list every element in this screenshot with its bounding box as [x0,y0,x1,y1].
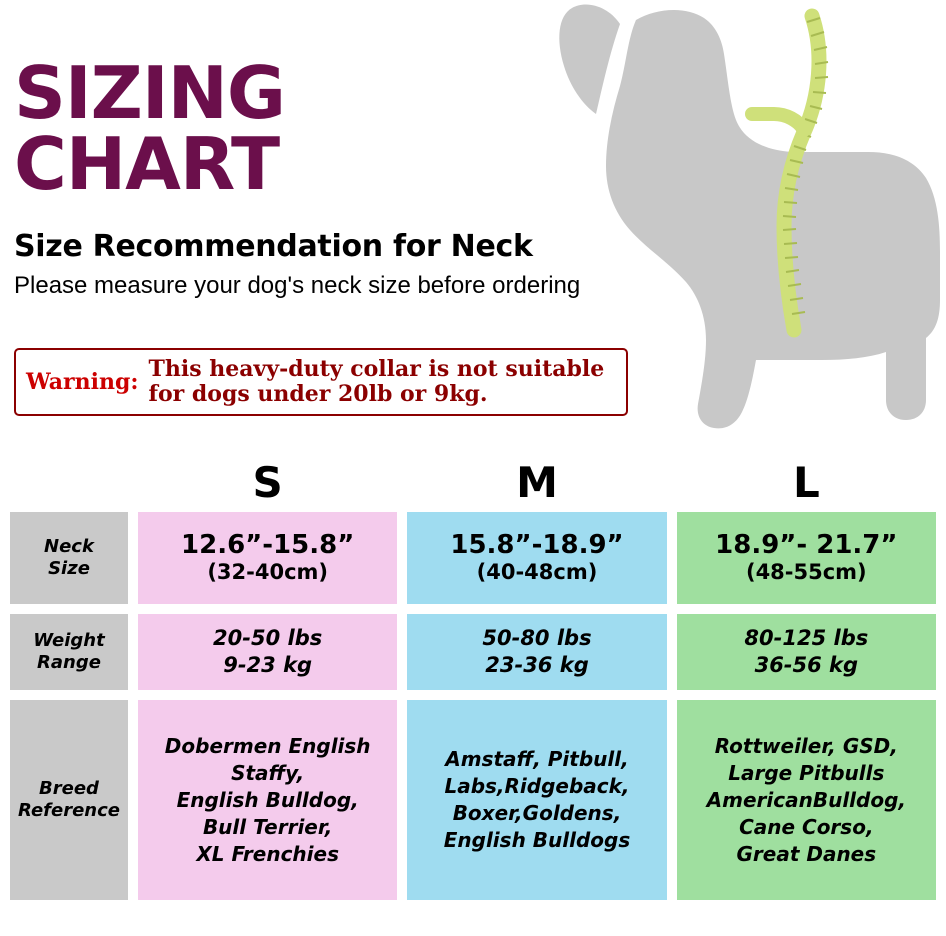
warning-box [14,348,628,416]
cell-neck-size-l [677,512,936,604]
breed-l-line-5: Great Danes [736,841,877,866]
warning-line-2: for dogs under 20lb or 9kg. [148,381,488,407]
header [0,0,680,300]
cell-neck-size-s [138,512,397,604]
table-row-weight-range [10,614,936,690]
column-header-s: S [252,458,283,507]
title-line-2: CHART [14,121,280,206]
row-label-neck-size [10,512,128,604]
title-line-1: SIZING [14,51,285,135]
neck-size-m-cm: (40-48cm) [476,560,598,585]
neck-size-s-cm: (32-40cm) [207,560,329,585]
weight-l-kg: 36-56 kg [754,653,859,677]
neck-size-l-inches: 18.9”- 21.7” [715,529,898,560]
row-label-line-2: Size [48,558,90,579]
neck-size-l-cm: (48-55cm) [745,560,867,585]
column-header-l: L [792,458,820,507]
breed-l-line-3: AmericanBulldog, [706,787,906,812]
breed-m-line-2: Labs,Ridgeback, [444,774,630,798]
row-label-line-1: Weight [33,629,105,651]
weight-s-kg: 9-23 kg [223,653,313,677]
cell-breed-m [407,700,666,900]
subtitle: Size Recommendation for Neck [14,229,533,265]
breed-s-line-2: Staffy, [231,760,305,785]
cell-weight-m [407,614,666,690]
breed-s-line-5: XL Frenchies [196,841,339,866]
cell-neck-size-m [407,512,666,604]
cell-breed-s [138,700,397,900]
column-header-m: M [516,458,558,507]
table-row-breed-reference [10,700,936,900]
weight-m-lbs: 50-80 lbs [482,625,592,650]
page-title [14,51,680,206]
cell-breed-l [677,700,936,900]
table-row-neck-size [10,512,936,604]
size-header-row [10,458,936,507]
cell-weight-s [138,614,397,690]
breed-m-line-1: Amstaff, Pitbull, [445,747,629,771]
weight-m-kg: 23-36 kg [485,653,589,677]
warning-label: Warning: [26,369,139,395]
breed-s-line-4: Bull Terrier, [202,814,333,839]
breed-s-line-1: Dobermen English [164,733,371,758]
breed-m-line-3: Boxer,Goldens, [452,801,622,825]
warning-line-1: This heavy-duty collar is not suitable [148,355,605,382]
measuring-tape-icon [752,16,828,330]
instruction-text: Please measure your dog's neck size before ordering [14,272,581,300]
warning-message [149,357,605,408]
sizing-table [10,458,936,910]
breed-m-line-4: English Bulldogs [443,828,631,852]
neck-size-m-inches: 15.8”-18.9” [450,529,624,560]
row-label-breed-reference [10,700,128,900]
cell-weight-l [677,614,936,690]
weight-l-lbs: 80-125 lbs [744,625,869,650]
row-label-weight-range [10,614,128,690]
breed-l-line-2: Large Pitbulls [728,760,885,785]
breed-l-line-4: Cane Corso, [739,814,874,839]
breed-l-line-1: Rottweiler, GSD, [714,733,898,758]
breed-s-line-3: English Bulldog, [176,787,359,812]
neck-size-s-inches: 12.6”-15.8” [181,529,355,560]
row-label-line-2: Reference [18,800,120,821]
row-label-line-1: Neck [44,535,94,557]
row-label-line-1: Breed [39,777,99,799]
row-label-line-2: Range [37,652,101,673]
weight-s-lbs: 20-50 lbs [213,625,323,650]
